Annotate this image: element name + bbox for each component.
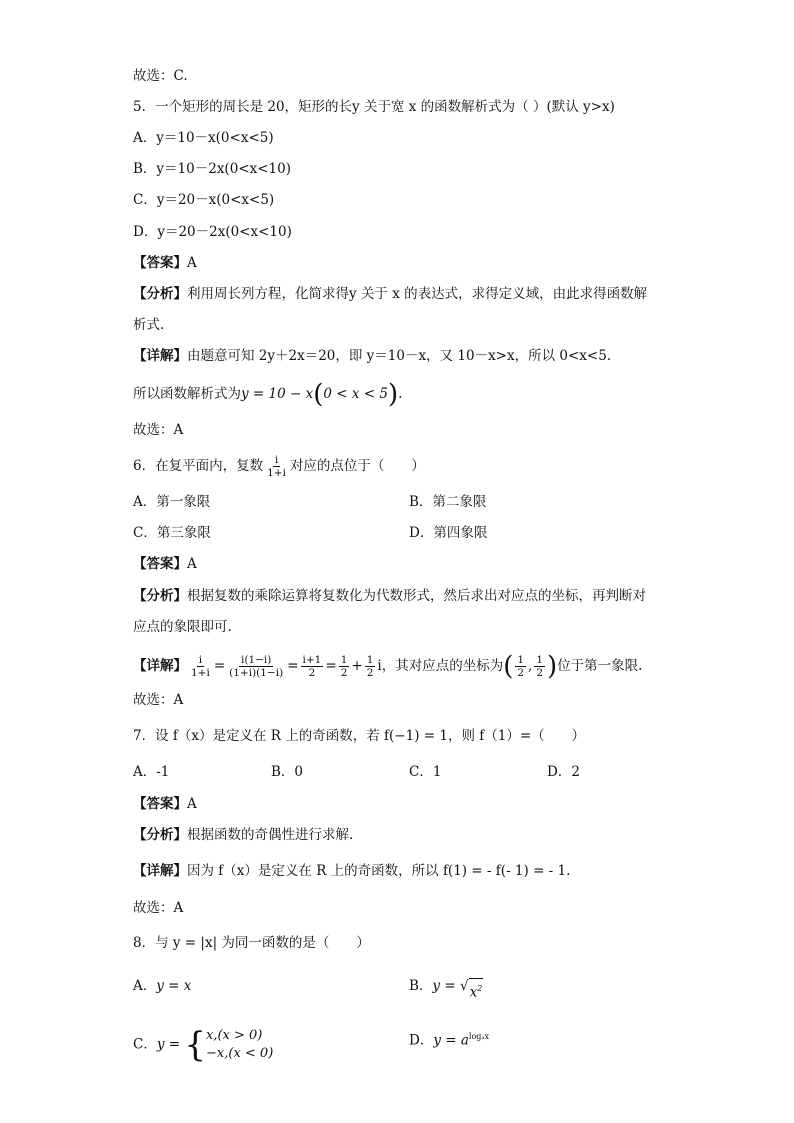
exponent: logₐx (468, 1032, 489, 1041)
q5-option-c: C．y＝20－x(0<x<5) (133, 192, 275, 208)
analysis-tag: 【分析】 (133, 286, 187, 302)
q7-option-d: D．2 (547, 764, 580, 780)
option-label: D． (409, 1032, 434, 1049)
result-end: . (398, 386, 403, 402)
imag-unit: i (377, 658, 382, 674)
result-equation: y = 10 − x (241, 386, 314, 402)
answer-tag: 【答案】 (133, 796, 187, 812)
analysis-text: 根据复数的乘除运算将复数化为代数形式，然后求出对应点的坐标，再判断对 (187, 588, 646, 604)
option-expr: y = (156, 1036, 181, 1053)
analysis-tag: 【分析】 (133, 588, 187, 604)
option-expr: y = x (156, 978, 192, 994)
coord-y: $\frac{1}{2}$ (536, 654, 544, 679)
detail-text: 由题意可知 2y＋2x＝20，即 y＝10－x，又 10－x>x，所以 0<x<5. (187, 348, 612, 364)
answer-value: A (187, 556, 197, 572)
q5-answer (133, 253, 197, 273)
q5-detail (133, 346, 611, 366)
q6-option-d: D．第四象限 (409, 525, 488, 541)
result-prefix: 所以函数解析式为 (133, 386, 241, 402)
q5-analysis (133, 284, 647, 304)
q5-analysis-cont: 析式. (133, 317, 165, 333)
coord-x: $\frac{1}{2}$ (517, 654, 525, 679)
q8-option-d (409, 1027, 489, 1051)
answer-value: A (187, 796, 197, 812)
q5-stem: 5．一个矩形的周长是 20，矩形的长y 关于宽 x 的函数解析式为（ ）(默认 y>x) (133, 99, 615, 115)
q6-stem (133, 454, 425, 479)
q7-option-b: B．0 (271, 764, 304, 780)
frac-4: $\frac{1}{2}$ (340, 654, 348, 679)
detail-end: 位于第一象限. (557, 658, 643, 674)
analysis-tag: 【分析】 (133, 827, 187, 843)
q6-stem-pre: 6．在复平面内，复数 (133, 458, 264, 474)
q8-option-a (133, 976, 191, 996)
sqrt-icon: √ $x^2$ (459, 978, 483, 1001)
paren-right: ) (547, 651, 558, 682)
q7-detail (133, 861, 570, 881)
frac-den: 1+i (267, 467, 286, 479)
frac-num: i (274, 454, 279, 466)
q7-option-a: A．-1 (133, 764, 170, 780)
q5-option-a: A．y＝10－x(0<x<5) (133, 130, 274, 146)
q6-option-a: A．第一象限 (133, 494, 211, 510)
frac-1: $\frac{i}{1+i}$ (191, 654, 210, 679)
option-label: A． (133, 978, 157, 994)
detail-mid: ，其对应点的坐标为 (381, 658, 504, 674)
answer-value: A (187, 255, 197, 271)
q7-answer (133, 794, 197, 814)
q5-select: 故选：A (133, 422, 184, 438)
piecewise-cases: x,(x > 0) −x,(x < 0) (206, 1028, 274, 1061)
detail-tag: 【详解】 (133, 658, 187, 674)
q8-stem: 8．与 y = |x| 为同一函数的是（ ） (133, 935, 370, 951)
q6-option-c: C．第三象限 (133, 525, 211, 541)
q6-answer (133, 554, 197, 574)
q7-stem: 7．设 f（x）是定义在 R 上的奇函数，若 f(−1) = 1，则 f（1）=（ ） (133, 728, 586, 744)
paren-right: ) (387, 379, 399, 410)
q8-option-c (133, 1027, 273, 1063)
q6-analysis (133, 586, 646, 606)
q7-analysis (133, 825, 353, 845)
q6-select: 故选：A (133, 692, 184, 708)
frac-3: $\frac{i+1}{2}$ (302, 654, 322, 679)
q7-select: 故选：A (133, 900, 184, 916)
frac-5: $\frac{1}{2}$ (366, 654, 374, 679)
detail-text: 因为 f（x）是定义在 R 上的奇函数，所以 f(1) = - f(- 1) = - 1. (187, 863, 571, 879)
answer-tag: 【答案】 (133, 255, 187, 271)
analysis-text: 根据函数的奇偶性进行求解. (187, 827, 354, 843)
option-expr: y = a (433, 1032, 469, 1049)
q6-stem-post: 对应的点位于（ ） (289, 458, 425, 474)
frac-2: $\frac{i(1-i)}{(1+i)(1-i)}$ (229, 654, 284, 679)
paren-left: ( (503, 651, 514, 682)
answer-tag: 【答案】 (133, 556, 187, 572)
result-domain: 0 < x < 5 (323, 386, 388, 402)
option-expr: y = (432, 978, 456, 994)
detail-tag: 【详解】 (133, 863, 187, 879)
detail-tag: 【详解】 (133, 348, 187, 364)
q6-detail: 【详解】 $\frac{i}{1+i}$ = $\frac{i(1-i)}{(1+i)(1-i)}$ = $\frac{i+1}{2}$ = $\frac{1}{2}$ + $\frac{1}{2}$ i，其对应点的坐标为( $\frac{1}{2}$ , $\frac{1}{2}$ )位于第一象限. (133, 651, 643, 682)
brace-icon: { (184, 1025, 207, 1065)
prev-answer-line: 故选：C. (133, 68, 188, 84)
option-label: C． (133, 1036, 157, 1053)
q8-option-b (409, 976, 483, 1003)
q5-result (133, 379, 403, 410)
analysis-text: 利用周长列方程，化简求得y 关于 x 的表达式，求得定义域，由此求得函数解 (187, 286, 648, 302)
q6-fraction (265, 454, 288, 479)
paren-left: ( (313, 379, 324, 410)
q5-option-b: B．y＝10－2x(0<x<10) (133, 161, 291, 177)
option-label: B． (409, 978, 433, 994)
q7-option-c: C．1 (409, 764, 442, 780)
q6-analysis-cont: 应点的象限即可. (133, 619, 232, 635)
q6-option-b: B．第二象限 (409, 494, 487, 510)
q5-option-d: D．y＝20－2x(0<x<10) (133, 224, 292, 240)
